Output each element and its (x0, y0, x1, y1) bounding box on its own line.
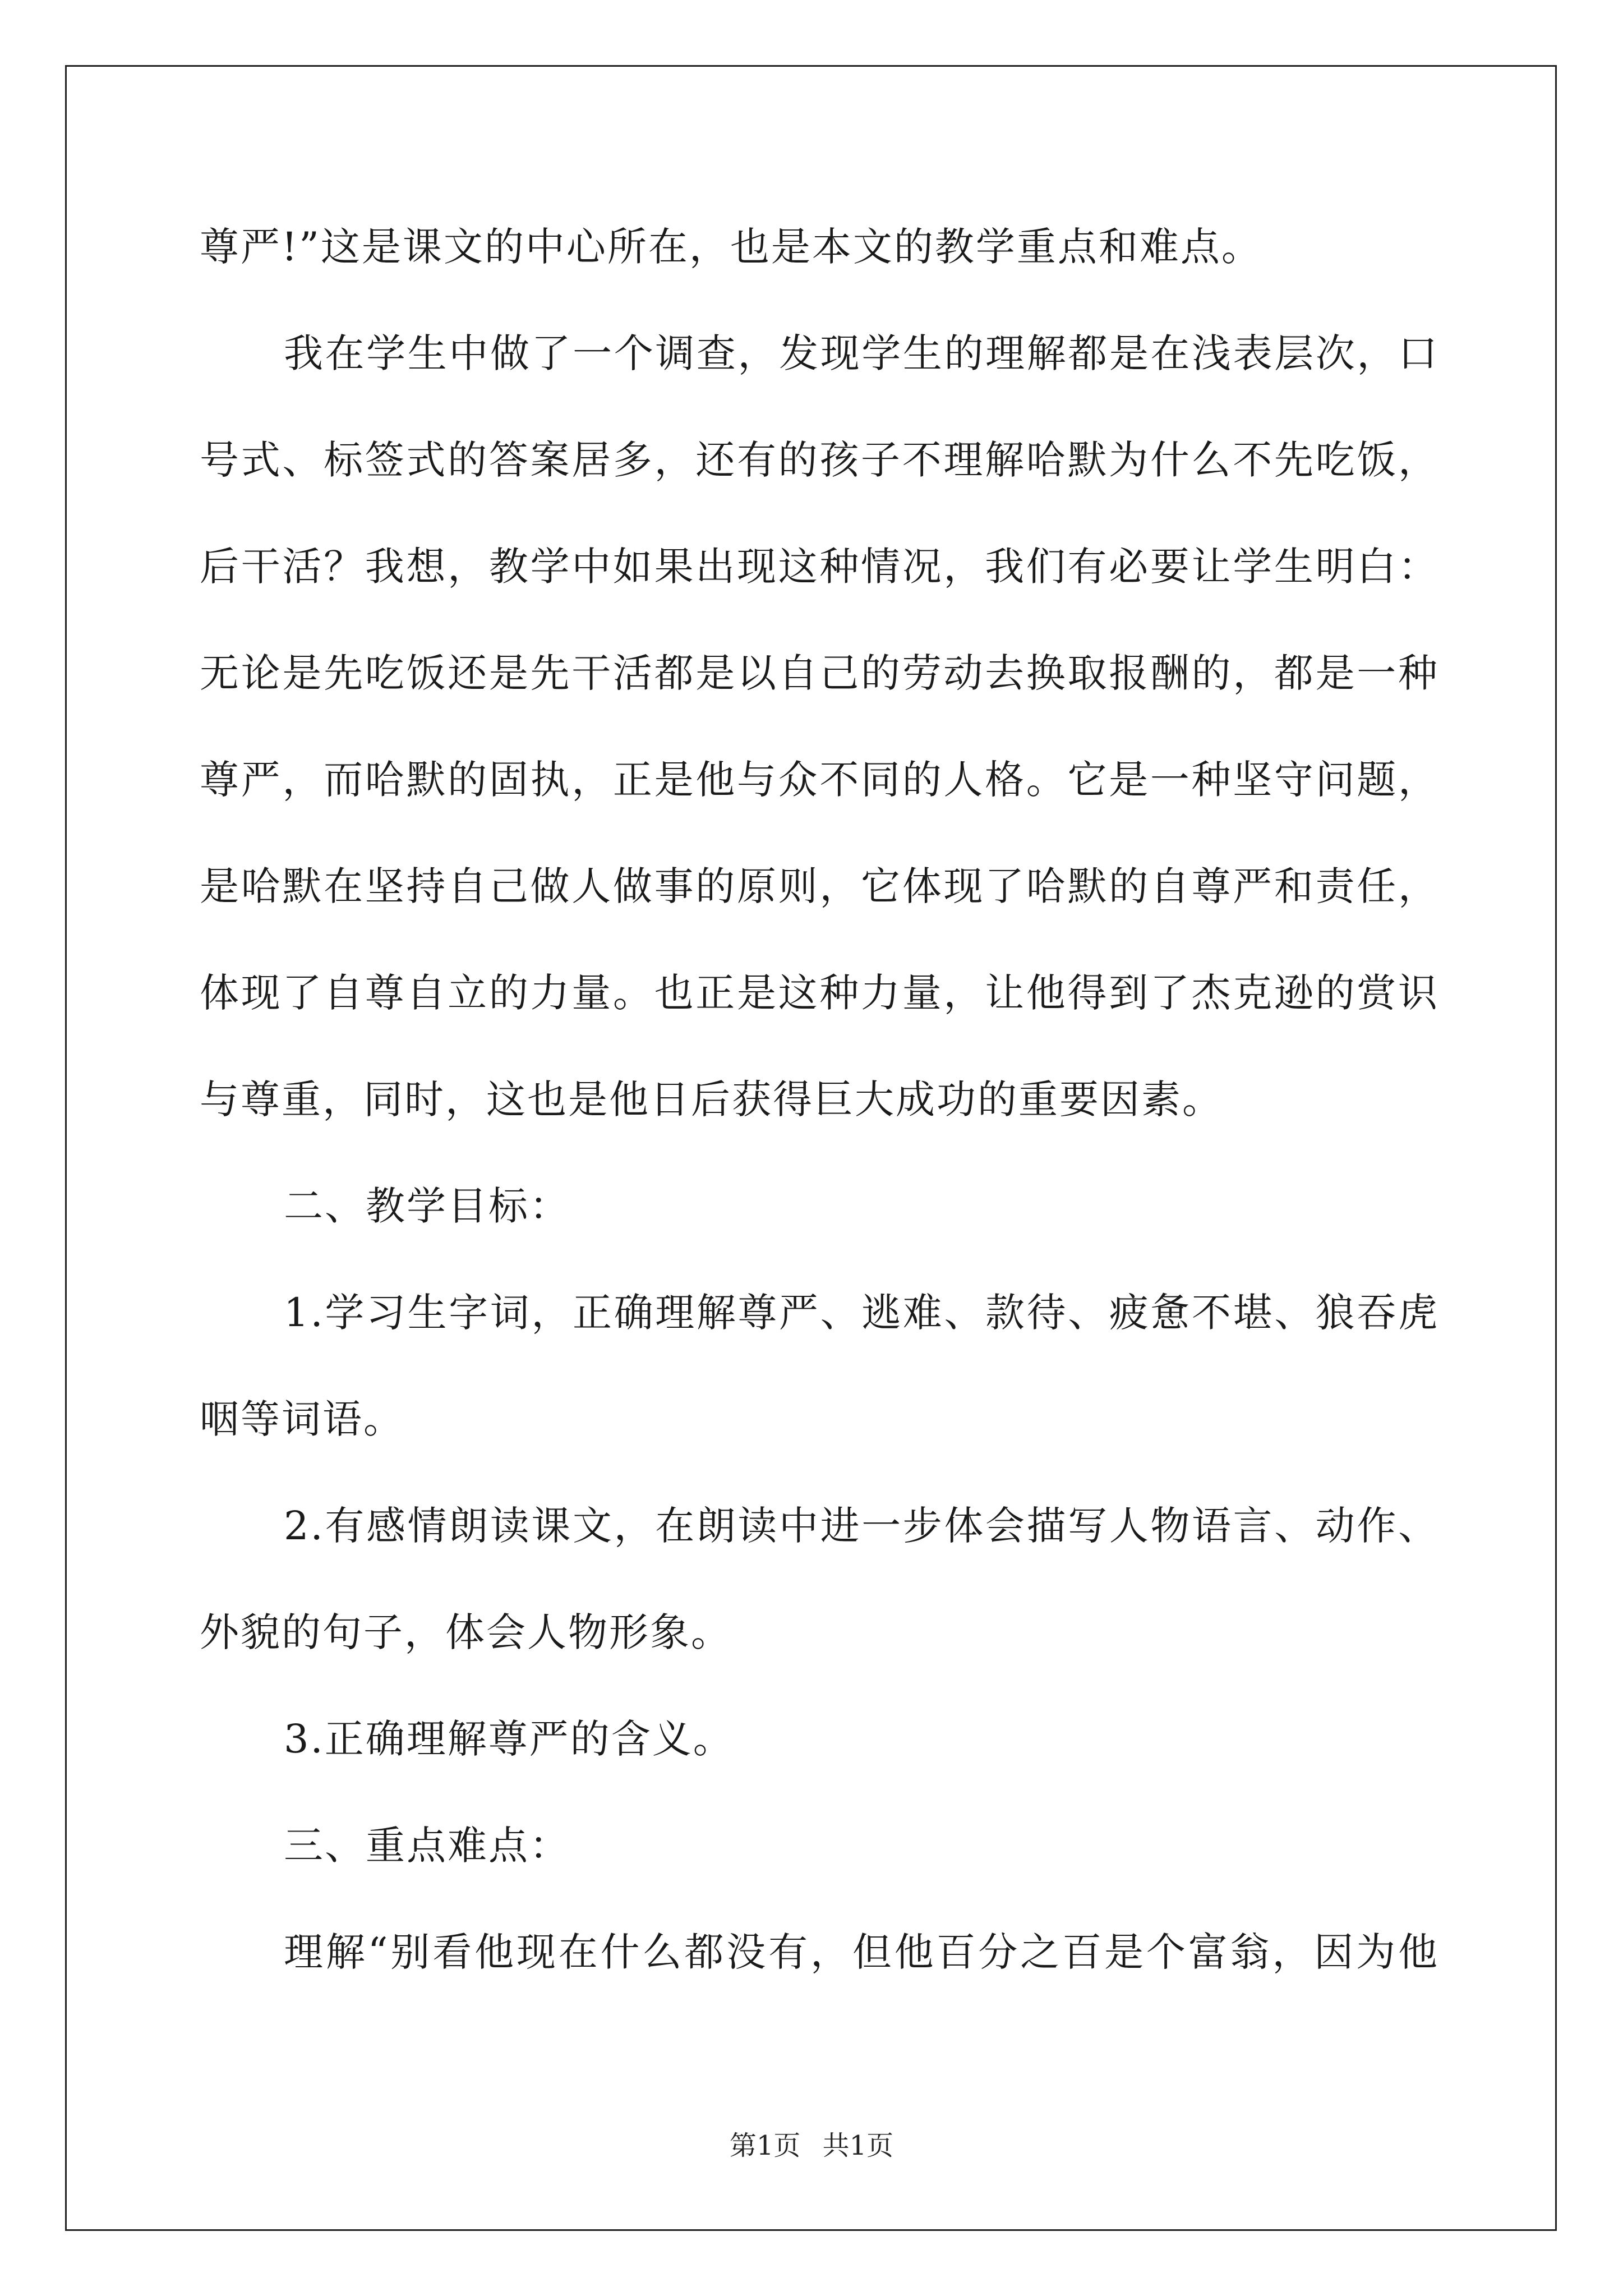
key-point-line-1: 理解“别看他现在什么都没有，但他百分之百是个富翁，因为他 (284, 1929, 1439, 1975)
text-line-5: 无论是先吃饭还是先干活都是以自己的劳动去换取报酬的，都是一种 (200, 650, 1439, 696)
text-line-9: 与尊重，同时，这也是他日后获得巨大成功的重要因素。 (200, 1076, 1223, 1122)
text-line-7: 是哈默在坚持自己做人做事的原则，它体现了哈默的自尊严和责任， (200, 863, 1439, 909)
text-line-6: 尊严，而哈默的固执，正是他与众不同的人格。它是一种坚守问题， (200, 757, 1439, 803)
objective-2-line-2: 外貌的句子，体会人物形象。 (200, 1609, 732, 1655)
objective-2-line-1: 2.有感情朗读课文，在朗读中进一步体会描写人物语言、动作、 (284, 1503, 1439, 1549)
text-line-1: 尊严!”这是课文的中心所在，也是本文的教学重点和难点。 (200, 224, 1262, 270)
text-line-4: 后干活？我想，教学中如果出现这种情况，我们有必要让学生明白： (200, 544, 1439, 590)
page-border (65, 65, 1557, 2231)
objective-3: 3.正确理解尊严的含义。 (284, 1716, 734, 1762)
section-heading-objectives: 二、教学目标： (284, 1183, 570, 1229)
text-line-3: 号式、标签式的答案居多，还有的孩子不理解哈默为什么不先吃饭， (200, 437, 1439, 483)
text-line-8: 体现了自尊自立的力量。也正是这种力量，让他得到了杰克逊的赏识 (200, 970, 1439, 1016)
page-number: 第1页 (729, 2130, 801, 2161)
page-total: 共1页 (822, 2130, 894, 2161)
objective-1-line-2: 咽等词语。 (200, 1396, 404, 1442)
page-footer (0, 2129, 1623, 2162)
objective-1-line-1: 1.学习生字词，正确理解尊严、逃难、款待、疲惫不堪、狼吞虎 (284, 1290, 1439, 1336)
text-line-2: 我在学生中做了一个调查，发现学生的理解都是在浅表层次，口 (284, 330, 1439, 376)
section-heading-key-points: 三、重点难点： (284, 1823, 570, 1869)
